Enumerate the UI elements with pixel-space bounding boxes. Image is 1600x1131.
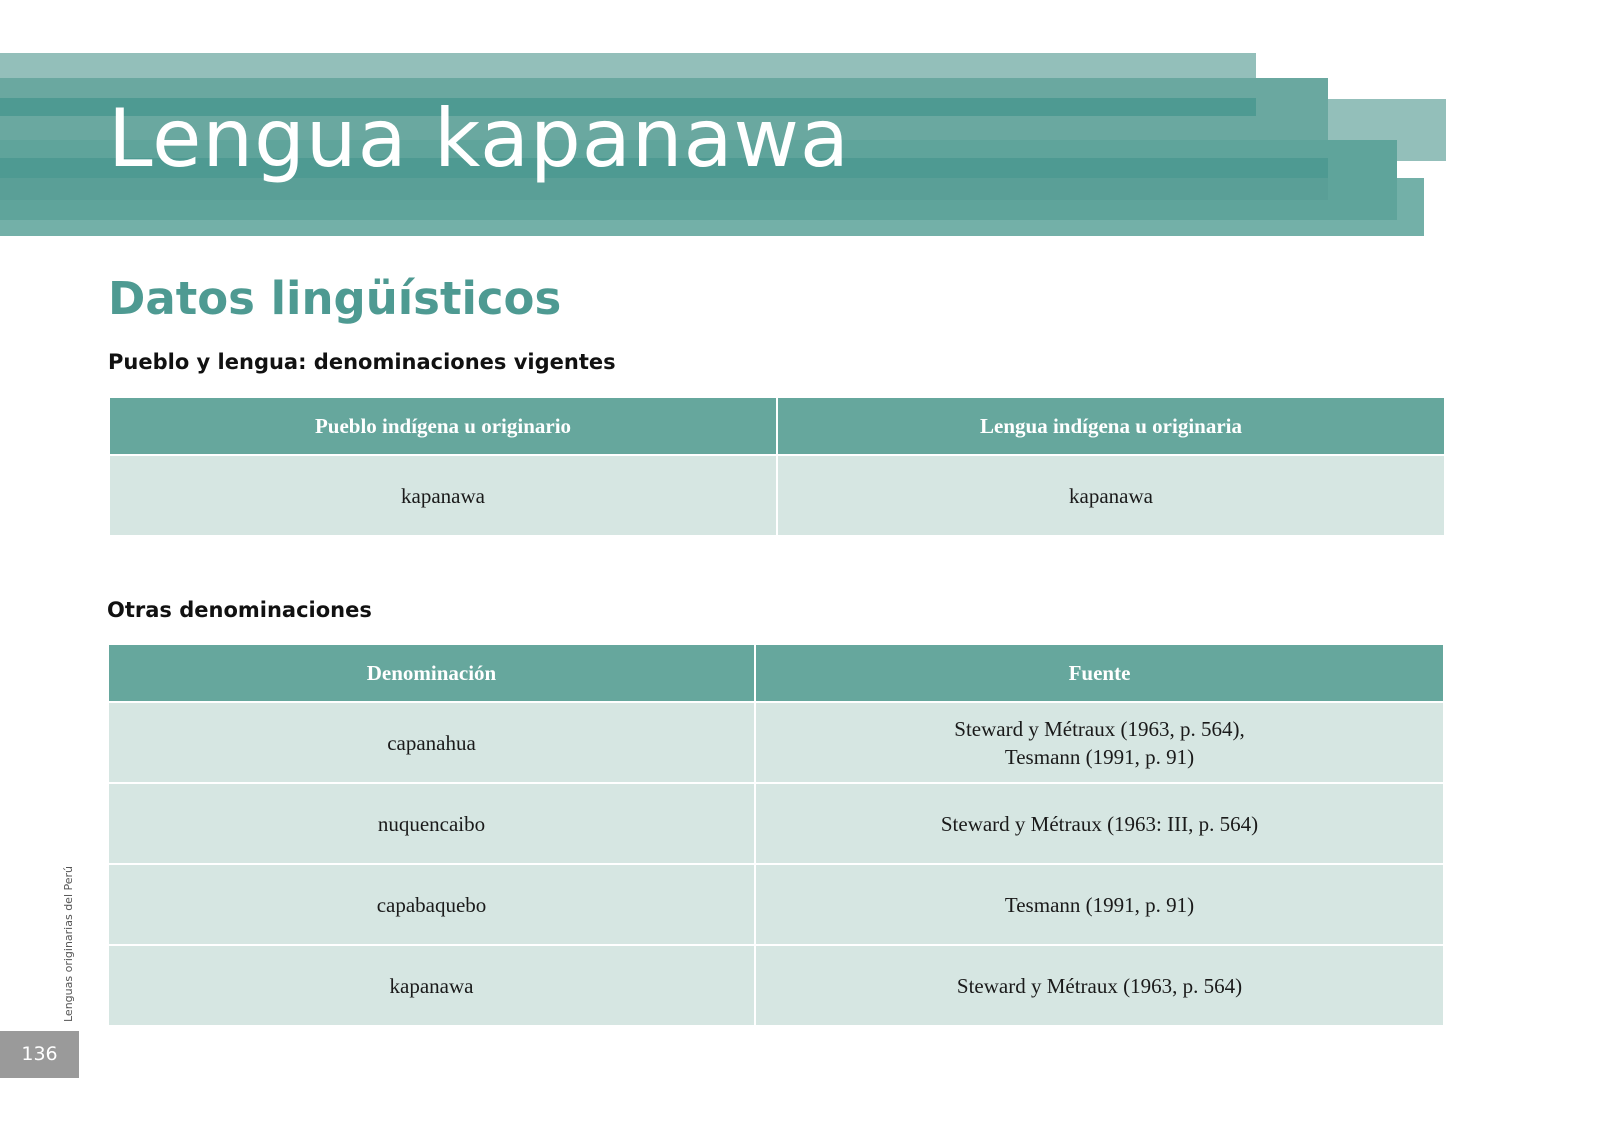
fuente-cell: Tesmann (1991, p. 91) [755, 864, 1444, 945]
current-names-heading: Pueblo y lengua: denominaciones vigentes [108, 350, 616, 374]
section-title: Datos lingüísticos [108, 272, 562, 325]
column-header-pueblo: Pueblo indígena u originario [109, 397, 777, 455]
table-row [109, 455, 1445, 536]
pueblo-cell: kapanawa [109, 455, 777, 536]
table-row [108, 945, 1444, 1026]
table-row [108, 864, 1444, 945]
page-title: Lengua kapanawa [108, 92, 850, 185]
column-header-denominacion: Denominación [108, 644, 755, 702]
denominacion-cell: capabaquebo [108, 864, 755, 945]
banner-stripe [0, 200, 1397, 220]
table-row [108, 702, 1444, 783]
current-names-table [108, 396, 1446, 537]
denominacion-cell: nuquencaibo [108, 783, 755, 864]
fuente-line: Steward y Métraux (1963, p. 564), [954, 716, 1245, 741]
table-row [108, 783, 1444, 864]
column-header-fuente: Fuente [755, 644, 1444, 702]
fuente-line: Tesmann (1991, p. 91) [1004, 744, 1195, 769]
column-header-lengua: Lengua indígena u originaria [777, 397, 1445, 455]
fuente-cell: Steward y Métraux (1963: III, p. 564) [755, 783, 1444, 864]
denominacion-cell: kapanawa [108, 945, 755, 1026]
page-number: 136 [0, 1031, 79, 1078]
fuente-cell [755, 702, 1444, 783]
running-footer-text: Lenguas originarias del Perú [62, 865, 75, 1022]
other-names-heading: Otras denominaciones [107, 598, 372, 622]
other-names-table [107, 643, 1445, 1027]
table-header-row [108, 644, 1444, 702]
fuente-cell: Steward y Métraux (1963, p. 564) [755, 945, 1444, 1026]
table-header-row [109, 397, 1445, 455]
denominacion-cell: capanahua [108, 702, 755, 783]
lengua-cell: kapanawa [777, 455, 1445, 536]
